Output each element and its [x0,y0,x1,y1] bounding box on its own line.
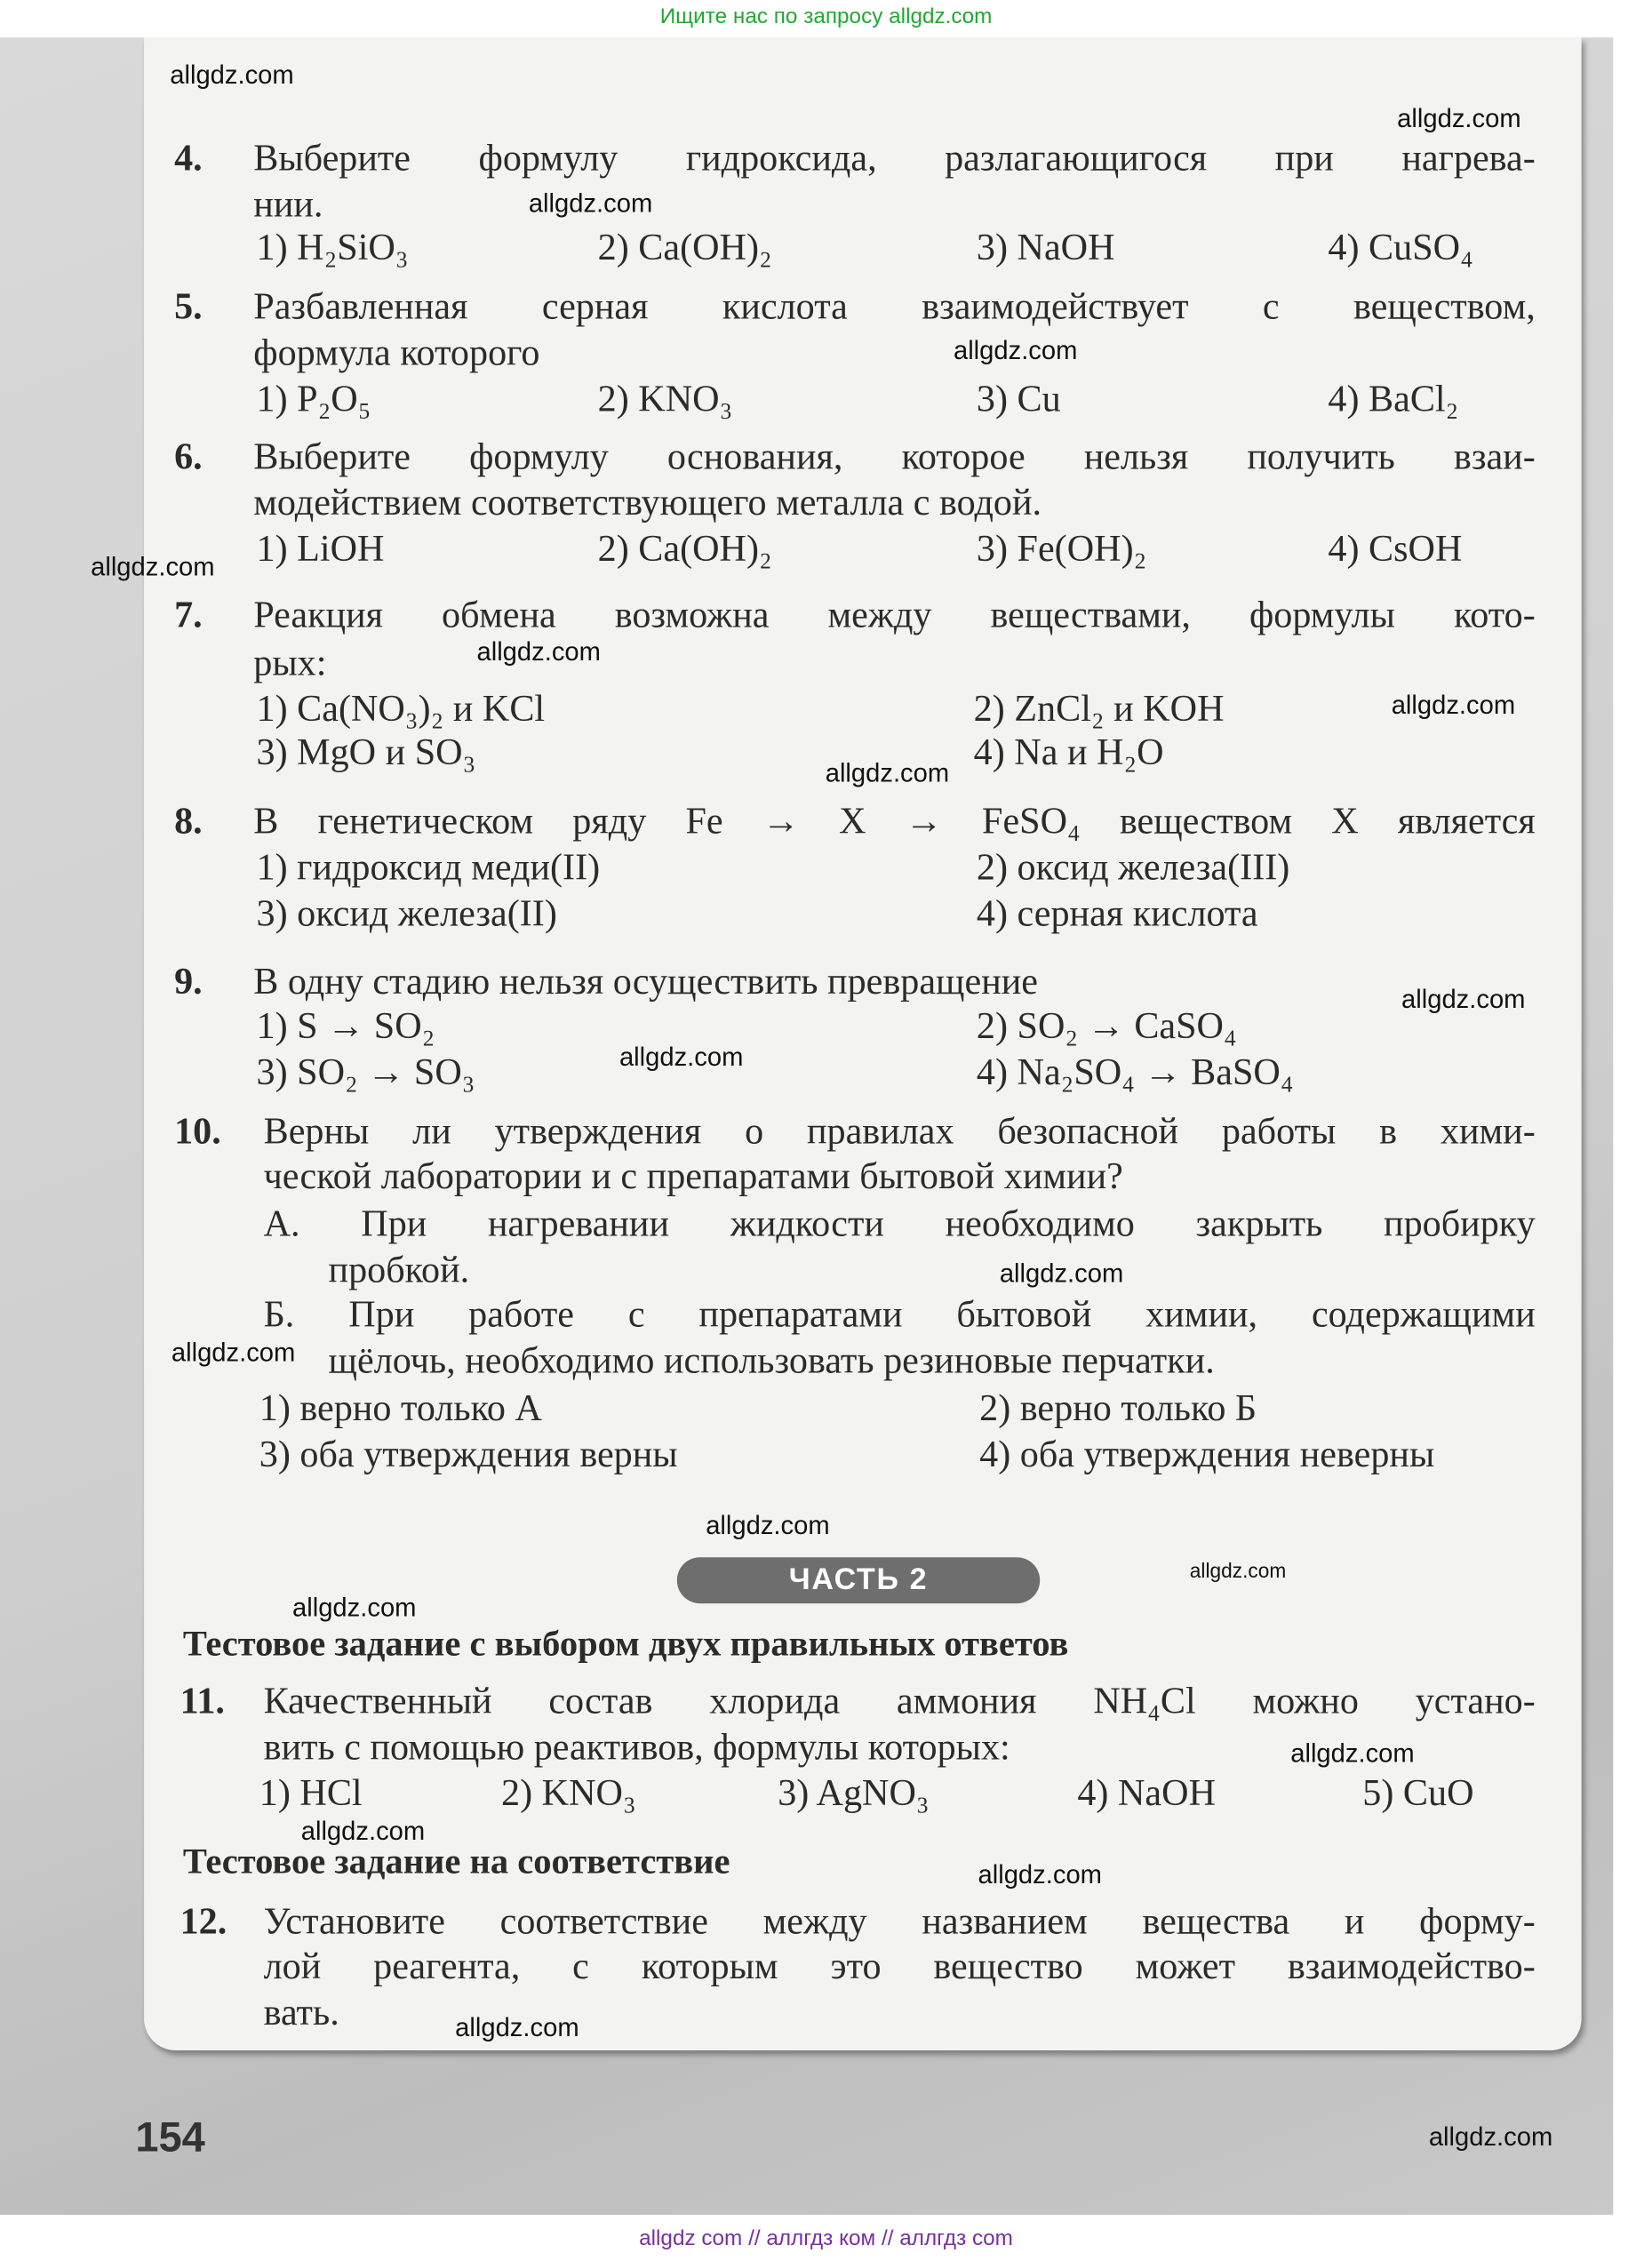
question-text: Установите соответствие между названием вещества и форму- [263,1900,1536,1943]
watermark: allgdz.com [91,552,215,581]
statement-a: пробкой. [328,1248,470,1291]
watermark: allgdz.com [1397,103,1521,133]
watermark: allgdz.com [292,1593,417,1623]
answer-option: 1) верно только А [259,1386,542,1429]
answer-option: 3) NaOH [976,226,1115,268]
watermark: allgdz.com [825,758,950,787]
answer-option: 1) HCl [259,1771,363,1814]
answer-option: 3) оба утверждения верны [259,1433,678,1475]
answer-option: 1) LiOH [256,527,385,570]
answer-option: 3) оксид железа(II) [256,892,557,935]
question-text: Качественный состав хлорида аммония NH₄Cl можно устано- [263,1680,1536,1722]
question-number: 9. [174,960,203,1003]
question-text: рых: [253,641,327,684]
answer-option: 1) гидроксид меди(II) [256,846,601,889]
answer-option: 3) Fe(OH)₂ [976,527,1147,570]
question-text: ческой лаборатории и с препаратами бытовой химии? [263,1154,1123,1197]
answer-option: 5) CuO [1362,1771,1474,1814]
watermark: allgdz.com [1401,985,1526,1014]
question-text: модействием соответствующего металла с водой. [253,481,1042,523]
section-heading: Тестовое задание с выбором двух правильных ответов [182,1625,1069,1665]
question-number: 8. [174,800,203,843]
answer-option: 3) Cu [976,378,1061,420]
watermark: allgdz.com [1391,691,1516,720]
watermark: allgdz.com [528,188,653,218]
question-number: 12. [180,1900,227,1943]
answer-option: 2) Ca(OH)₂ [597,226,772,268]
watermark: allgdz.com [978,1859,1102,1889]
question-number: 11. [180,1680,225,1722]
answer-option: 1) P₂O₅ [256,378,371,420]
question-text: В одну стадию нельзя осуществить превращение [253,960,1039,1003]
bottom-banner[interactable]: allgdz com // аллгдз ком // аллгдз com [639,2225,1013,2251]
answer-option: 2) KNO₃ [597,378,733,420]
answer-option: 2) Ca(OH)₂ [597,527,772,570]
question-text: вать. [263,1991,339,2033]
answer-option: 1) Ca(NO₃)₂ и KCl [256,687,546,730]
watermark: allgdz.com [455,2012,579,2042]
answer-option: 2) оксид железа(III) [976,846,1290,889]
statement-b: Б. При работе с препаратами бытовой химии, содержащими [263,1293,1536,1336]
watermark: allgdz.com [171,1338,296,1368]
answer-option: 3) SO₂ → SO₃ [256,1051,475,1093]
question-number: 6. [174,435,203,478]
question-text: лой реагента, с которым это вещество может взаимодейство- [263,1945,1536,1987]
answer-option: 4) NaOH [1077,1771,1217,1814]
watermark: allgdz.com [1290,1738,1415,1769]
question-text: формула которого [253,332,540,374]
watermark: allgdz.com [1428,2122,1553,2152]
answer-option: 3) AgNO₃ [778,1771,930,1814]
question-text: В генетическом ряду Fe → X → FeSO₄ веществом X является [253,800,1536,843]
page-number: 154 [135,2115,205,2161]
answer-option: 4) оба утверждения неверны [979,1433,1435,1475]
question-text: Реакция обмена возможна между веществами, формулы кото- [253,594,1536,636]
question-number: 10. [174,1110,221,1153]
answer-option: 4) CsOH [1328,527,1463,570]
answer-option: 2) KNO₃ [501,1771,636,1814]
watermark: allgdz.com [999,1258,1124,1288]
answer-option: 2) ZnCl₂ и KOH [973,687,1225,730]
answer-option: 4) серная кислота [976,892,1258,935]
section-heading: Тестовое задание на соответствие [182,1842,730,1882]
question-text: вить с помощью реактивов, формулы которых: [263,1726,1010,1769]
question-number: 4. [174,137,203,180]
statement-b: щёлочь, необходимо использовать резиновые перчатки. [328,1339,1215,1382]
question-number: 5. [174,285,203,328]
watermark: allgdz.com [619,1042,744,1072]
watermark: allgdz.com [476,637,601,667]
question-text: нии. [253,183,323,226]
answer-option: 4) BaCl₂ [1328,378,1459,420]
answer-option: 4) Na и H₂O [973,731,1164,773]
question-text: Выберите формулу основания, которое нельзя получить взаи- [253,435,1536,478]
part-2-badge: ЧАСТЬ 2 [677,1557,1040,1603]
answer-option: 2) верно только Б [979,1386,1257,1429]
answer-option: 1) H₂SiO₃ [256,226,409,268]
watermark: allgdz.com [300,1817,426,1846]
answer-option: 2) SO₂ → CaSO₄ [976,1004,1237,1047]
watermark: allgdz.com [170,60,294,90]
answer-option: 4) CuSO₄ [1328,226,1473,268]
question-text: Разбавленная серная кислота взаимодействует с веществом, [253,285,1536,328]
watermark: allgdz.com [953,336,1078,365]
statement-a: А. При нагревании жидкости необходимо закрыть пробирку [263,1202,1536,1245]
answer-option: 3) MgO и SO₃ [256,731,476,773]
answer-option: 1) S → SO₂ [256,1004,435,1047]
answer-option: 4) Na₂SO₄ → BaSO₄ [976,1051,1294,1093]
question-number: 7. [174,594,203,636]
question-text: Верны ли утверждения о правилах безопасной работы в хими- [263,1110,1536,1153]
watermark: allgdz.com [706,1511,830,1540]
top-banner[interactable]: Ищите нас по запросу allgdz.com [659,4,993,29]
question-text: Выберите формулу гидроксида, разлагающигося при нагрева- [253,137,1536,180]
watermark: allgdz.com [1189,1558,1287,1582]
